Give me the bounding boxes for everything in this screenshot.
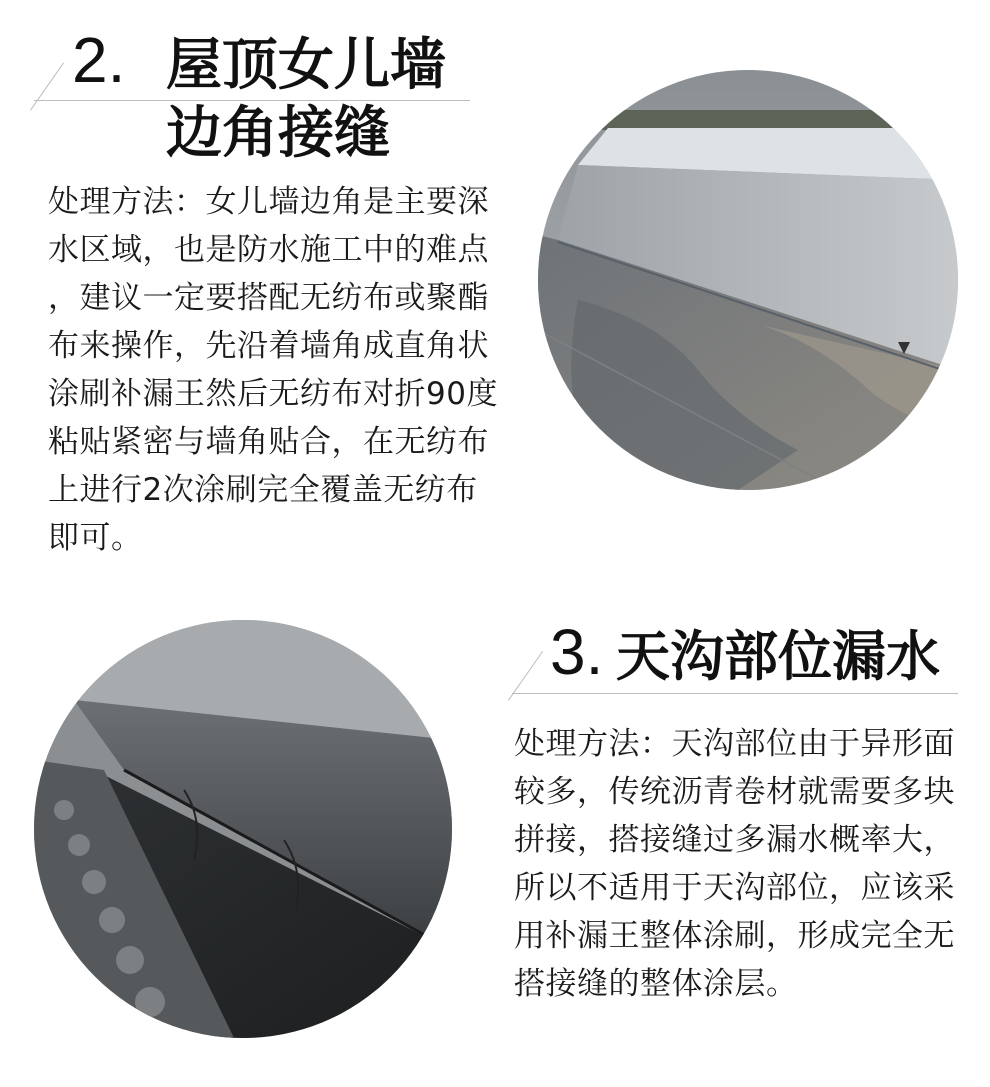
- body-line: 搭接缝的整体涂层。: [514, 966, 798, 1002]
- body-line: 用补漏王整体涂刷，形成完全无: [514, 918, 955, 954]
- parapet-corner-photo: [538, 70, 958, 490]
- body-line: 上进行2次涂刷完全覆盖无纺布: [48, 472, 478, 508]
- gutter-photo-illustration: [34, 620, 452, 1038]
- section-2-body: [48, 178, 508, 562]
- roof-gutter-photo: [34, 620, 452, 1038]
- body-line: 即可。: [48, 520, 143, 556]
- section-3-number: 3.: [550, 616, 604, 688]
- body-line: ，建议一定要搭配无纺布或聚酯: [48, 280, 489, 316]
- parapet-photo-illustration: [538, 70, 958, 490]
- body-line: 处理方法：女儿墙边角是主要深: [48, 184, 489, 220]
- section-3-body: [514, 720, 974, 1008]
- body-line: 处理方法：天沟部位由于异形面: [514, 726, 955, 762]
- section-2-number: 2.: [72, 24, 126, 96]
- body-line: 粘贴紧密与墙角贴合，在无纺布: [48, 424, 489, 460]
- body-line: 拼接，搭接缝过多漏水概率大，: [514, 822, 955, 858]
- body-line: 涂刷补漏王然后无纺布对折90度: [48, 376, 498, 412]
- section-3-title: 天沟部位漏水: [616, 625, 940, 688]
- body-line: 较多，传统沥青卷材就需要多块: [514, 774, 955, 810]
- heading-underline: [512, 693, 958, 694]
- body-line: 水区域，也是防水施工中的难点: [48, 232, 489, 268]
- body-line: 所以不适用于天沟部位，应该采: [514, 870, 955, 906]
- section-2-title-line1: 屋顶女儿墙: [166, 33, 446, 98]
- section-2-title-line2: 边角接缝: [166, 101, 390, 166]
- heading-slash-decoration: [30, 62, 64, 110]
- body-line: 布来操作，先沿着墙角成直角状: [48, 328, 489, 364]
